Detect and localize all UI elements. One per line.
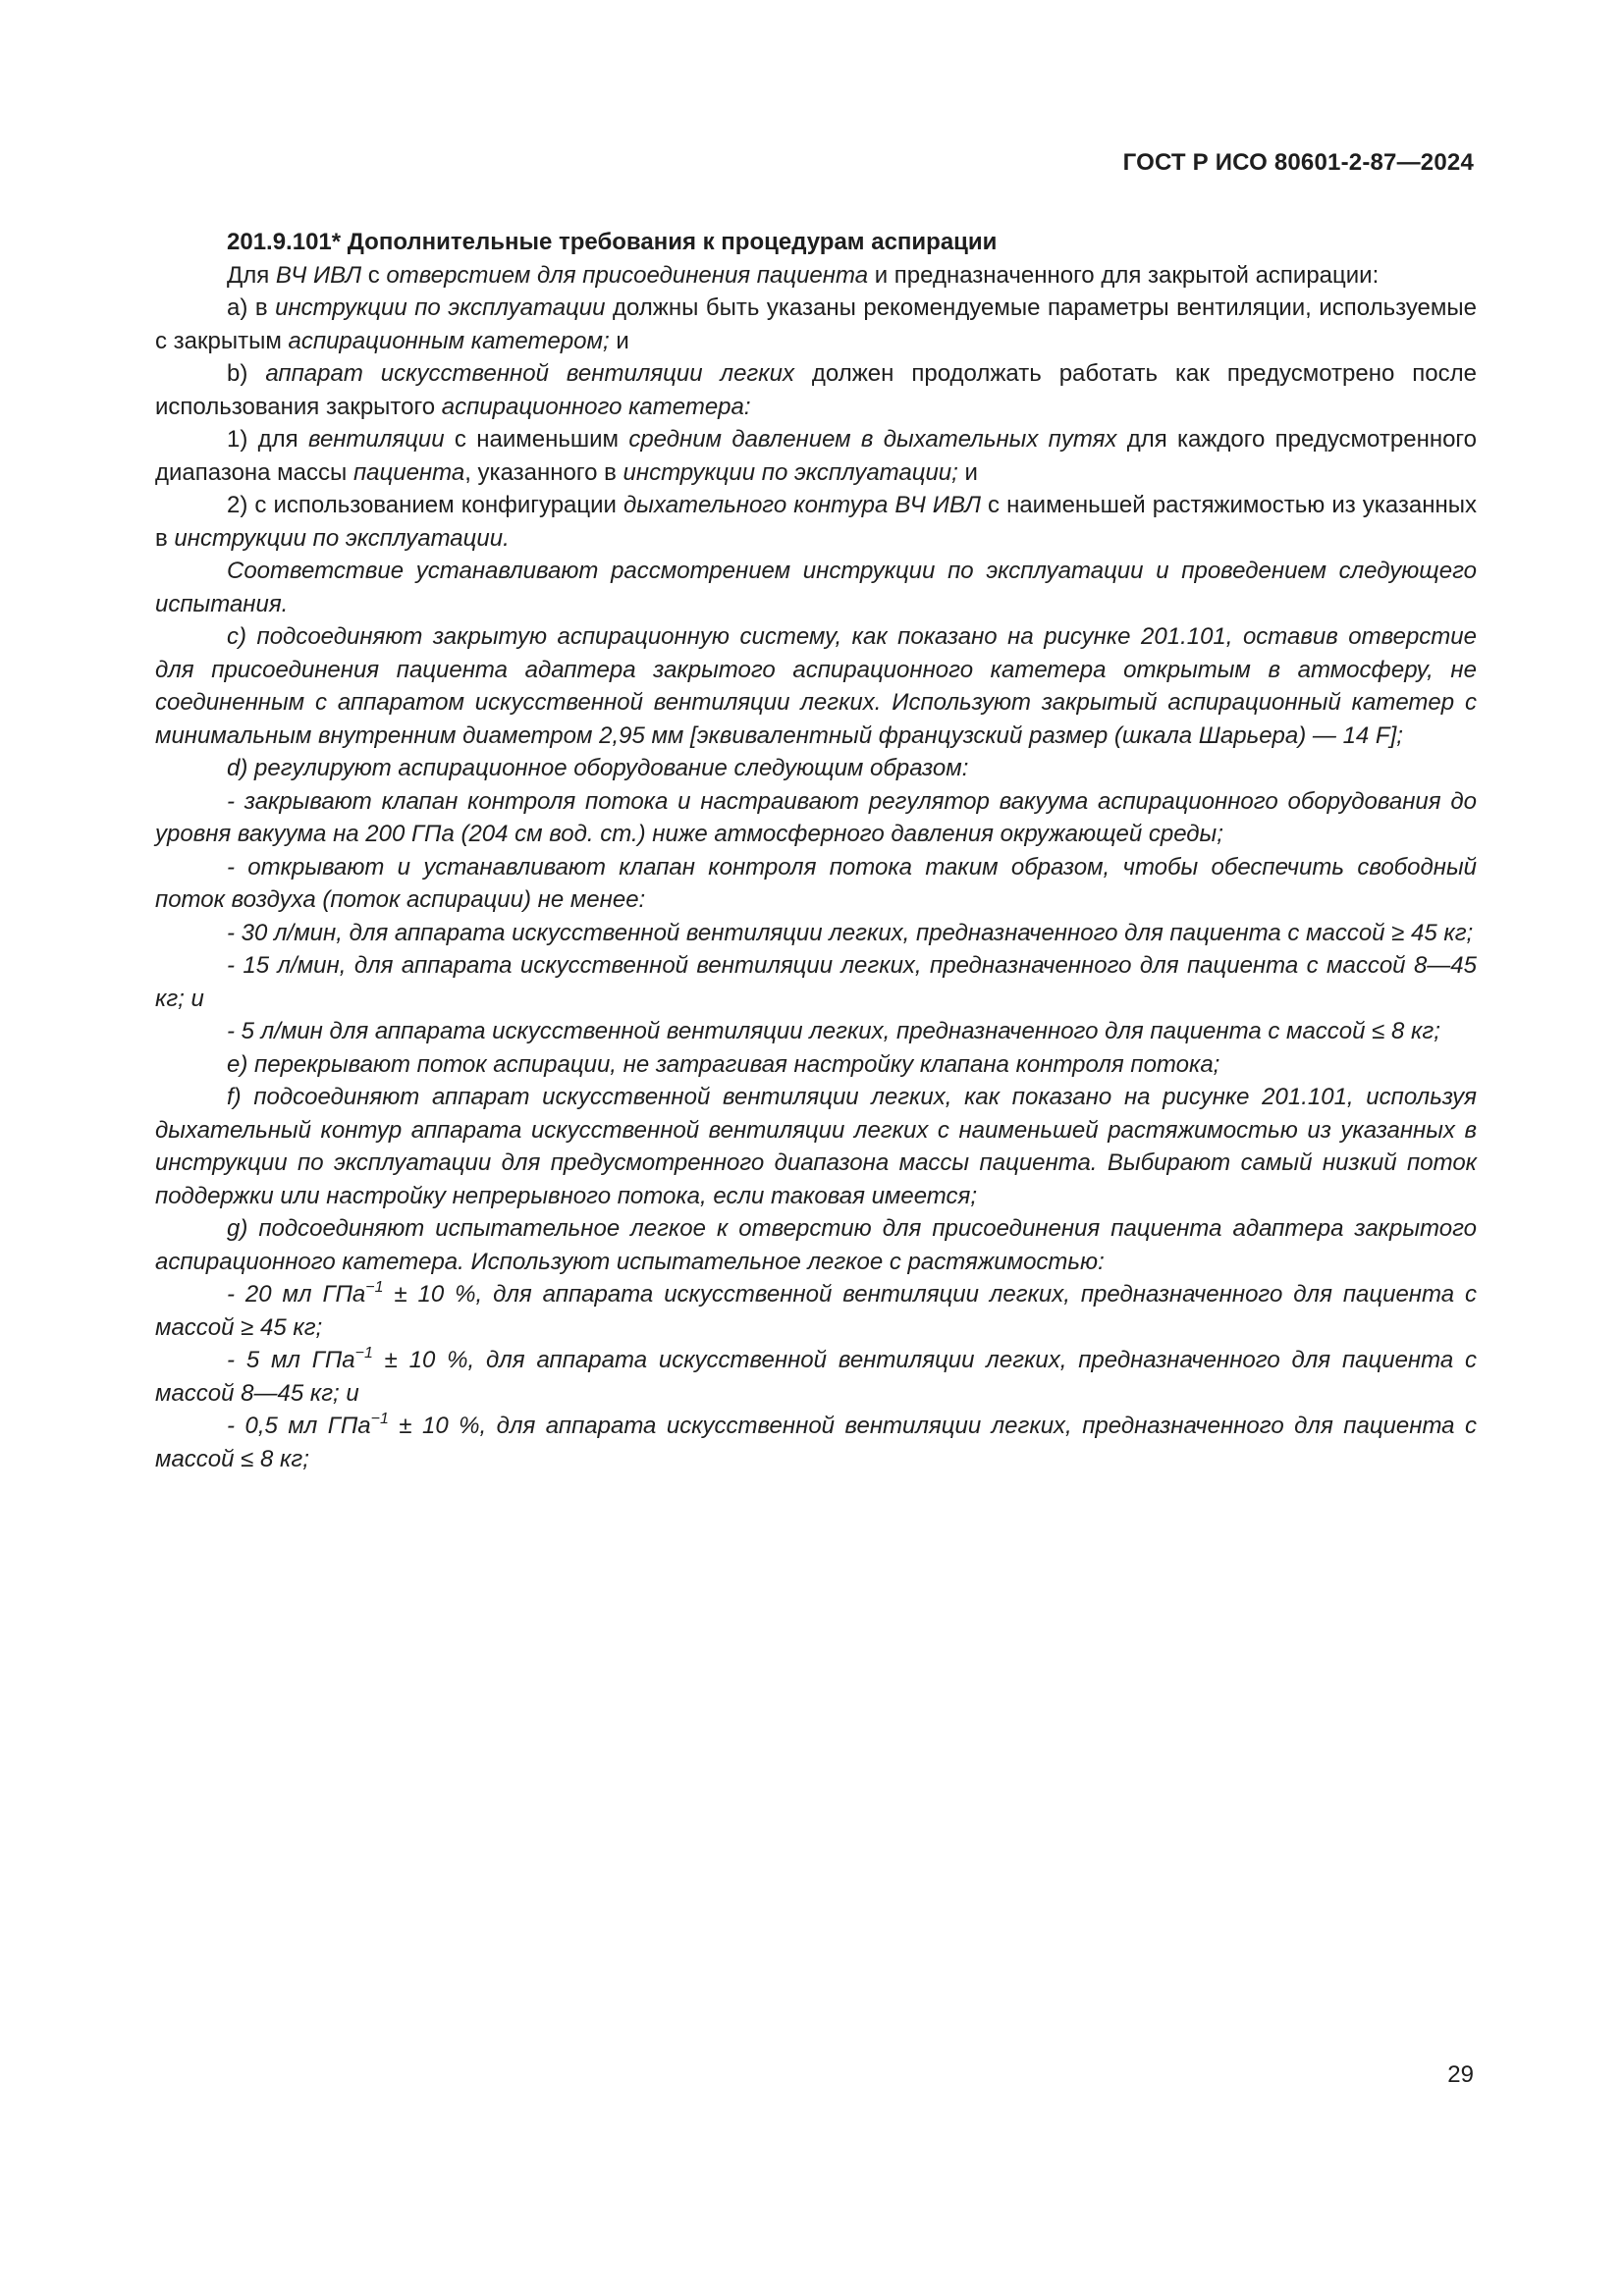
step-g: g) подсоединяют испытательное легкое к отверстию для присоединения пациента адаптера закрытого аспирационного катетера. Используют испытательное легкое с растяжимостью: [155,1215,1477,1275]
step-d-2-c: - 5 л/мин для аппарата искусственной вентиляции легких, предназначенного для пациента с массой ≤ 8 кг; [227,1018,1440,1044]
step-d-2-a: - 30 л/мин, для аппарата искусственной вентиляции легких, предназначенного для пациента с массой ≥ 45 кг; [227,919,1474,946]
item-b: b) аппарат искусственной вентиляции легких должен продолжать работать как предусмотрено после использования закрытого аспирационного катетера: [155,360,1477,420]
step-c: c) подсоединяют закрытую аспирационную систему, как показано на рисунке 201.101, оставив отверстие для присоединения пациента адаптера закрытого аспирационного катетера открытым в атмосферу, не соединенным с аппаратом искусственной вентиляции легких. Используют закрытый аспирационный катетер с минимальным внутренним диаметром 2,95 мм [эквивалентный французский размер (шкала Шарьера) — 14 F]; [155,623,1477,749]
step-g-3: - 0,5 мл ГПа$^{-1}$ ± 10 %, для аппарата искусственной вентиляции легких, предназначенного для пациента с массой ≤ 8 кг; [155,1411,1478,1472]
item-b1: 1) для вентиляции с наименьшим средним давлением в дыхательных путях для каждого предусмотренного диапазона массы пациента, указанного в инструкции по эксплуатации; и [155,426,1477,486]
section-heading: 201.9.101* Дополнительные требования к процедурам аспирации [227,229,998,255]
page-number: 29 [1447,2061,1474,2088]
compliance-statement: Соответствие устанавливают рассмотрением инструкции по эксплуатации и проведением следующего испытания. [155,558,1477,617]
step-e: e) перекрывают поток аспирации, не затрагивая настройку клапана контроля потока; [227,1050,1220,1078]
intro-paragraph: Для ВЧ ИВЛ с отверстием для присоединения пациента и предназначенного для закрытой аспирации: [227,261,1380,289]
step-f: f) подсоединяют аппарат искусственной вентиляции легких, как показано на рисунке 201.101, используя дыхательный контур аппарата искусственной вентиляции легких с наименьшей растяжимостью из указанных в инструкции по эксплуатации для предусмотренного диапазона массы пациента. Выбирают самый низкий поток поддержки или настройку непрерывного потока, если таковая имеется; [155,1084,1477,1209]
section-body [155,226,1477,1475]
step-g-2: - 5 мл ГПа$^{-1}$ ± 10 %, для аппарата искусственной вентиляции легких, предназначенного для пациента с массой 8—45 кг; и [155,1345,1478,1407]
step-d-2: - открывают и устанавливают клапан контроля потока таким образом, чтобы обеспечить свободный поток воздуха (поток аспирации) не менее: [155,853,1477,913]
item-a: a) в инструкции по эксплуатации должны быть указаны рекомендуемые параметры вентиляции, используемые с закрытым аспирационным катетером; и [155,294,1477,354]
standard-header: ГОСТ Р ИСО 80601-2-87—2024 [1122,149,1474,176]
step-d: d) регулируют аспирационное оборудование следующим образом: [227,755,969,781]
step-d-2-b: - 15 л/мин, для аппарата искусственной вентиляции легких, предназначенного для пациента с массой 8—45 кг; и [155,952,1477,1012]
step-d-1: - закрывают клапан контроля потока и настраивают регулятор вакуума аспирационного оборудования до уровня вакуума на 200 ГПа (204 см вод. ст.) ниже атмосферного давления окружающей среды; [155,787,1477,847]
item-b2: 2) с использованием конфигурации дыхательного контура ВЧ ИВЛ с наименьшей растяжимостью из указанных в инструкции по эксплуатации. [155,492,1478,552]
step-g-1: - 20 мл ГПа$^{-1}$ ± 10 %, для аппарата искусственной вентиляции легких, предназначенного для пациента с массой ≥ 45 кг; [155,1279,1477,1341]
